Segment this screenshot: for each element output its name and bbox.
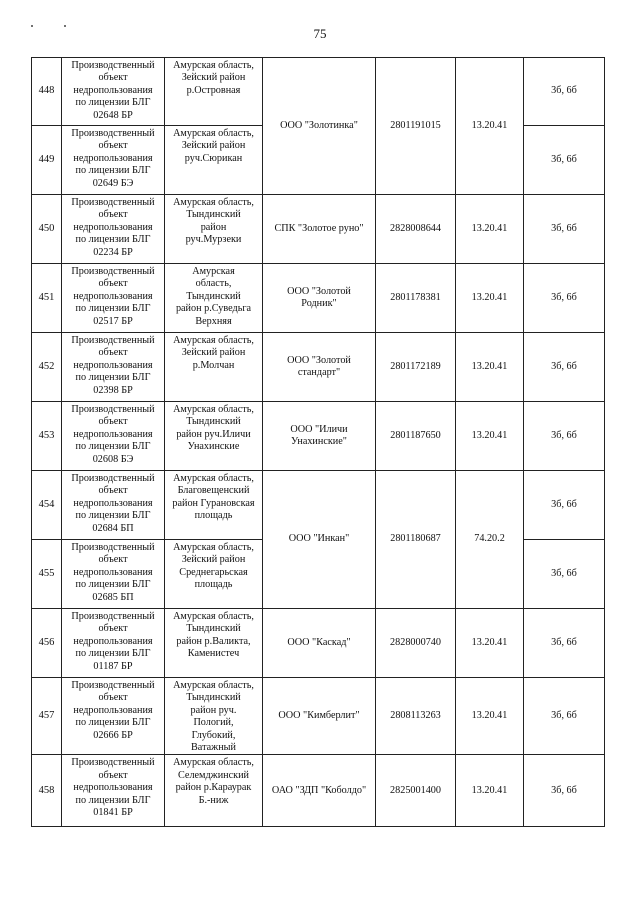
object-cell: Производственный объект недропользования по лицензии БЛГ 02649 БЭ — [62, 126, 165, 195]
location-cell: Амурская область, Тындинский район руч. Пологий, Глубокий, Ватажный — [165, 678, 263, 755]
inn-cell: 2801191015 — [376, 58, 456, 195]
scan-speck — [64, 25, 66, 27]
organization-cell: ООО "Инкан" — [263, 471, 376, 609]
location-cell: Амурская область, Тындинский район руч.Мурзеки — [165, 195, 263, 264]
location-cell: Амурская область, Тындинский район р.Суведьга Верхняя — [165, 264, 263, 333]
class-cell: 3б, 6б — [524, 333, 605, 402]
class-cell: 3б, 6б — [524, 58, 605, 126]
okved-cell: 13.20.41 — [456, 402, 524, 471]
table-row — [32, 471, 605, 540]
object-cell: Производственный объект недропользования по лицензии БЛГ 02517 БР — [62, 264, 165, 333]
table-row — [32, 755, 605, 827]
organization-cell: ООО "Каскад" — [263, 609, 376, 678]
okved-cell: 13.20.41 — [456, 264, 524, 333]
table-row — [32, 58, 605, 126]
inn-cell: 2828000740 — [376, 609, 456, 678]
okved-cell: 13.20.41 — [456, 755, 524, 827]
organization-cell: ООО "Иличи Унахинские" — [263, 402, 376, 471]
table-row — [32, 333, 605, 402]
class-cell: 3б, 6б — [524, 755, 605, 827]
row-number: 453 — [32, 402, 62, 471]
inn-cell: 2801178381 — [376, 264, 456, 333]
scan-speck — [31, 25, 33, 27]
table-row — [32, 678, 605, 755]
row-number: 454 — [32, 471, 62, 540]
class-cell: 3б, 6б — [524, 678, 605, 755]
page-number: 75 — [313, 26, 327, 41]
row-number: 457 — [32, 678, 62, 755]
license-table — [31, 57, 605, 827]
row-number: 448 — [32, 58, 62, 126]
table-row — [32, 609, 605, 678]
location-cell: Амурская область, Зейский район Среднегарьская площадь — [165, 540, 263, 609]
object-cell: Производственный объект недропользования по лицензии БЛГ 02398 БР — [62, 333, 165, 402]
location-cell: Амурская область, Благовещенский район Гурановская площадь — [165, 471, 263, 540]
row-number: 455 — [32, 540, 62, 609]
table-row — [32, 264, 605, 333]
row-number: 449 — [32, 126, 62, 195]
okved-cell: 13.20.41 — [456, 609, 524, 678]
class-cell: 3б, 6б — [524, 402, 605, 471]
organization-cell: СПК "Золотое руно" — [263, 195, 376, 264]
organization-cell: ООО "Золотинка" — [263, 58, 376, 195]
location-cell: Амурская область, Зейский район руч.Сюрикан — [165, 126, 263, 195]
class-cell: 3б, 6б — [524, 471, 605, 540]
location-cell: Амурская область, Зейский район р.Молчан — [165, 333, 263, 402]
class-cell: 3б, 6б — [524, 195, 605, 264]
inn-cell: 2808113263 — [376, 678, 456, 755]
row-number: 450 — [32, 195, 62, 264]
class-cell: 3б, 6б — [524, 609, 605, 678]
object-cell: Производственный объект недропользования по лицензии БЛГ 01841 БР — [62, 755, 165, 827]
object-cell: Производственный объект недропользования по лицензии БЛГ 01187 БР — [62, 609, 165, 678]
row-number: 451 — [32, 264, 62, 333]
object-cell: Производственный объект недропользования по лицензии БЛГ 02648 БР — [62, 58, 165, 126]
object-cell: Производственный объект недропользования по лицензии БЛГ 02666 БР — [62, 678, 165, 755]
inn-cell: 2828008644 — [376, 195, 456, 264]
class-cell: 3б, 6б — [524, 264, 605, 333]
row-number: 456 — [32, 609, 62, 678]
organization-cell: ООО "Кимберлит" — [263, 678, 376, 755]
table-row — [32, 402, 605, 471]
okved-cell: 13.20.41 — [456, 333, 524, 402]
row-number: 452 — [32, 333, 62, 402]
location-cell: Амурская область, Зейский район р.Островная — [165, 58, 263, 126]
object-cell: Производственный объект недропользования по лицензии БЛГ 02234 БР — [62, 195, 165, 264]
location-cell: Амурская область, Тындинский район руч.Иличи Унахинские — [165, 402, 263, 471]
inn-cell: 2801187650 — [376, 402, 456, 471]
class-cell: 3б, 6б — [524, 126, 605, 195]
okved-cell: 13.20.41 — [456, 678, 524, 755]
row-number: 458 — [32, 755, 62, 827]
okved-cell: 74.20.2 — [456, 471, 524, 609]
table-row — [32, 195, 605, 264]
inn-cell: 2801180687 — [376, 471, 456, 609]
okved-cell: 13.20.41 — [456, 195, 524, 264]
inn-cell: 2801172189 — [376, 333, 456, 402]
location-cell: Амурская область, Тындинский район р.Валикта, Каменистеч — [165, 609, 263, 678]
object-cell: Производственный объект недропользования по лицензии БЛГ 02684 БП — [62, 471, 165, 540]
organization-cell: ООО "Золотой стандарт" — [263, 333, 376, 402]
okved-cell: 13.20.41 — [456, 58, 524, 195]
organization-cell: ОАО "ЗДП "Коболдо" — [263, 755, 376, 827]
organization-cell: ООО "Золотой Родник" — [263, 264, 376, 333]
object-cell: Производственный объект недропользования по лицензии БЛГ 02685 БП — [62, 540, 165, 609]
location-cell: Амурская область, Селемджинский район р.Караурак Б.-ниж — [165, 755, 263, 827]
object-cell: Производственный объект недропользования по лицензии БЛГ 02608 БЭ — [62, 402, 165, 471]
class-cell: 3б, 6б — [524, 540, 605, 609]
inn-cell: 2825001400 — [376, 755, 456, 827]
